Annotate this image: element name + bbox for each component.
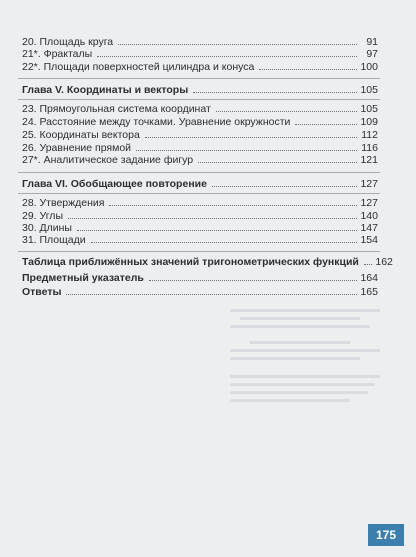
toc-entry-title: 20. Площадь круга [22, 36, 114, 48]
leader-dots [295, 124, 357, 125]
leader-dots [198, 162, 357, 163]
leader-dots [91, 242, 357, 243]
leader-dots [216, 111, 357, 112]
section-divider [18, 172, 380, 173]
toc-entry-page: 116 [361, 142, 378, 154]
leader-dots [77, 230, 357, 231]
leader-dots [109, 205, 357, 206]
toc-entry-title: 26. Уравнение прямой [22, 142, 132, 154]
toc-entry-page: 109 [360, 116, 378, 128]
toc-entry [22, 152, 378, 166]
toc-chapter-heading [22, 82, 378, 96]
toc-appendix-entry [22, 270, 378, 284]
leader-dots [193, 92, 357, 93]
toc-entry-page: 121 [360, 154, 378, 166]
leader-dots [259, 69, 357, 70]
toc-entry [22, 127, 378, 141]
toc-entry-title: 29. Углы [22, 210, 63, 222]
toc-entry [22, 195, 378, 209]
toc-entry-title: 27*. Аналитическое задание фигур [22, 154, 194, 166]
toc-entry-page: 147 [360, 222, 378, 234]
toc-entry-page: 112 [361, 129, 378, 141]
toc-entry-title: 24. Расстояние между точками. Уравнение окружности [22, 116, 291, 128]
toc-entry-title: 22*. Площади поверхностей цилиндра и конуса [22, 61, 255, 73]
section-divider [18, 193, 380, 194]
toc-entry-page: 91 [366, 36, 378, 48]
toc-entry-page: 140 [360, 210, 378, 222]
chapter-title: Глава VI. Обобщающее повторение [22, 178, 207, 190]
toc-appendix-entry [22, 254, 393, 268]
toc-entry-title: 23. Прямоугольная система координат [22, 103, 211, 115]
leader-dots [136, 150, 357, 151]
leader-dots [364, 264, 372, 265]
appendix-page: 165 [360, 286, 378, 298]
toc-entry-title: 28. Утверждения [22, 197, 105, 209]
chapter-page: 105 [360, 84, 378, 96]
section-divider [18, 251, 380, 252]
toc-entry-page: 97 [366, 48, 378, 60]
leader-dots [212, 186, 357, 187]
chapter-title: Глава V. Координаты и векторы [22, 84, 189, 96]
toc-entry-page: 154 [360, 234, 378, 246]
show-through-texture [230, 305, 390, 425]
section-divider [18, 78, 380, 79]
toc-chapter-heading [22, 176, 378, 190]
appendix-page: 162 [375, 256, 393, 268]
appendix-title: Ответы [22, 286, 62, 298]
toc-entry-title: 31. Площади [22, 234, 86, 246]
toc-entry [22, 46, 378, 60]
toc-entry-page: 100 [360, 61, 378, 73]
toc-entry [22, 59, 378, 73]
toc-entry [22, 114, 378, 128]
toc-entry-page: 105 [360, 103, 378, 115]
section-divider [18, 99, 380, 100]
toc-entry-title: 25. Координаты вектора [22, 129, 140, 141]
appendix-title: Таблица приближённых значений тригонометрических функций [22, 256, 359, 268]
toc-appendix-entry [22, 284, 378, 298]
toc-entry-title: 21*. Фракталы [22, 48, 93, 60]
leader-dots [118, 44, 357, 45]
leader-dots [149, 280, 357, 281]
leader-dots [66, 294, 357, 295]
page-number-badge: 175 [368, 524, 404, 546]
leader-dots [97, 56, 357, 57]
appendix-page: 164 [360, 272, 378, 284]
toc-entry-page: 127 [360, 197, 378, 209]
toc-entry [22, 232, 378, 246]
leader-dots [145, 137, 357, 138]
chapter-page: 127 [360, 178, 378, 190]
appendix-title: Предметный указатель [22, 272, 144, 284]
toc-entry-title: 30. Длины [22, 222, 72, 234]
leader-dots [68, 218, 357, 219]
toc-entry [22, 101, 378, 115]
